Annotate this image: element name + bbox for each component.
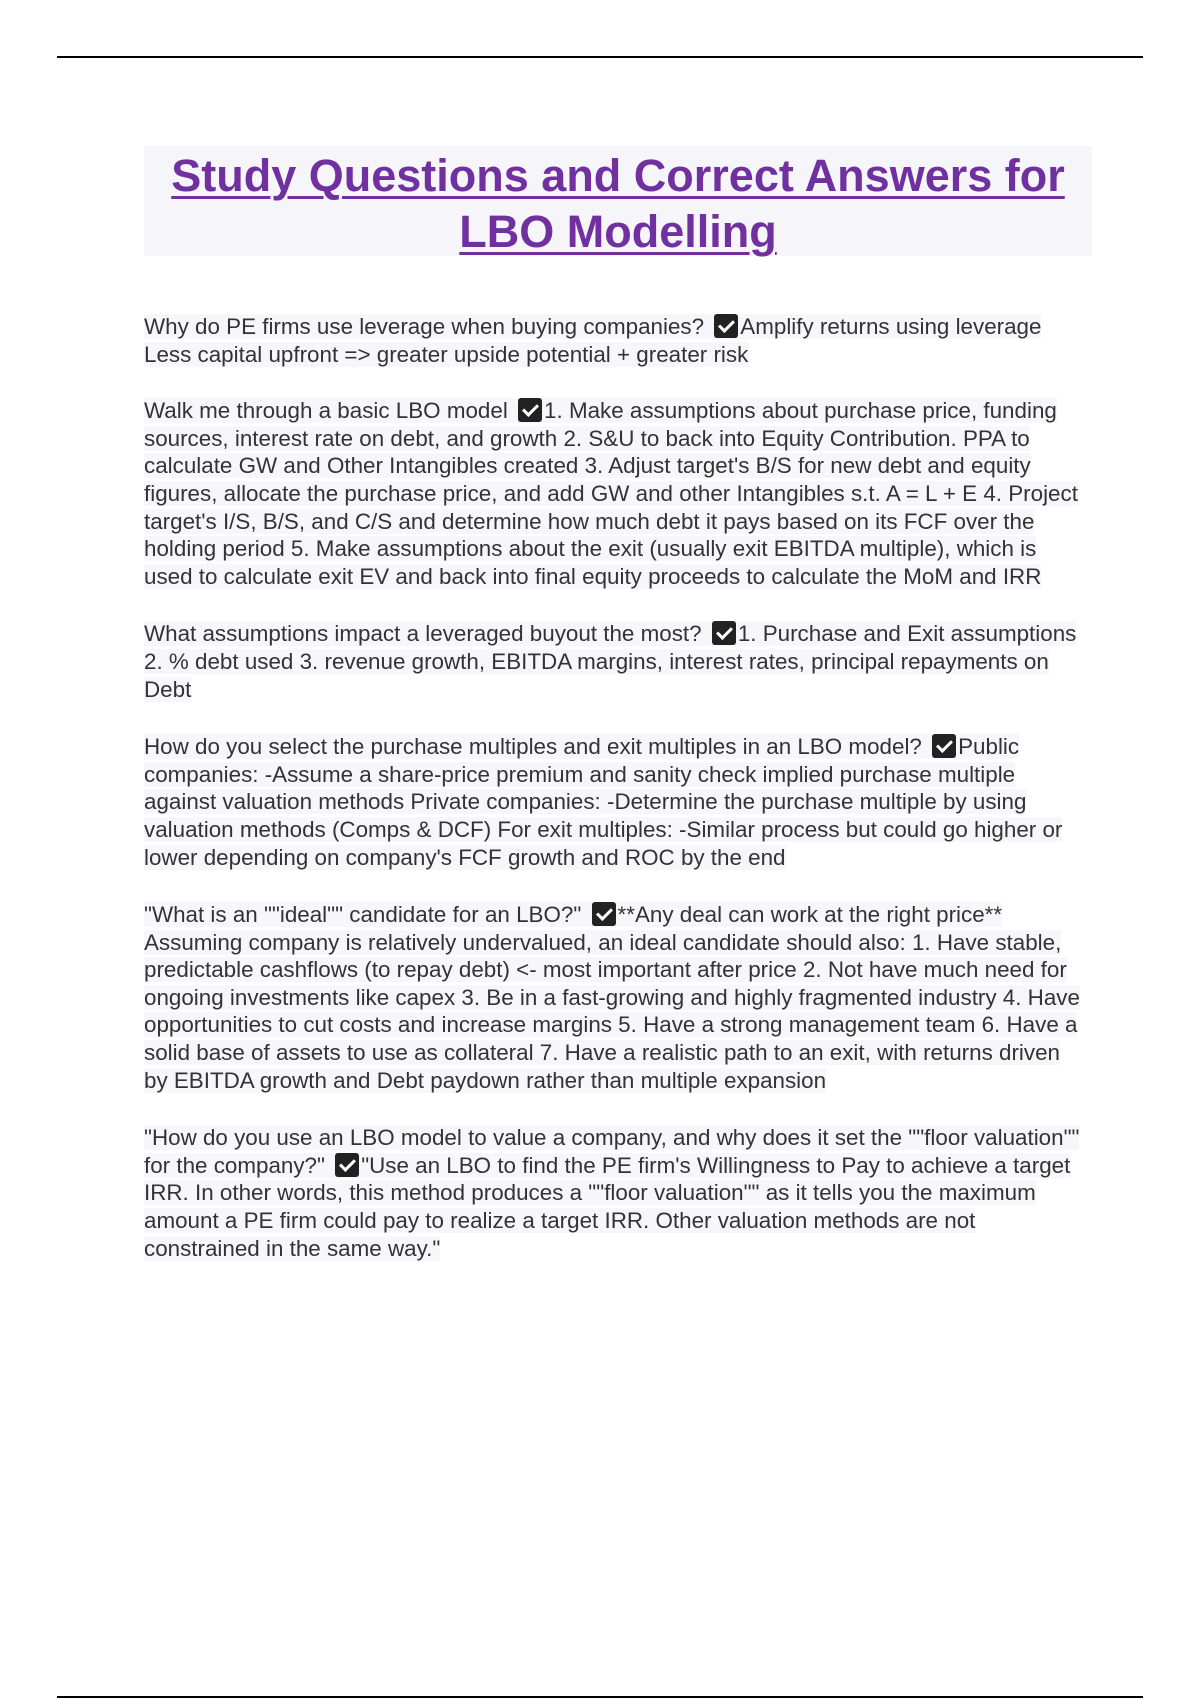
question-text: How do you select the purchase multiples and exit multiples in an LBO model? — [144, 734, 922, 760]
question-text: Why do PE firms use leverage when buying companies? — [144, 314, 705, 339]
check-box-icon — [592, 902, 616, 926]
answer-text: **Any deal can work at the right price** Assuming company is relatively undervalued, an ideal candidate should also: 1. Have stable, predictable cashflows (to repay debt) <- most important after price 2. Not have much need for ongoing investments like capex 3. Be in a fast-growing and highly fragmented industry 4. Have opportunities to cut costs and increase margins 5. Have a strong management team 6. Have a solid base of assets to use as collateral 7. Have a realistic path to an exit, with returns driven by EBITDA growth and Debt paydown rather than multiple expansion — [144, 902, 1080, 1093]
qa-item — [144, 313, 1084, 368]
question-text: "What is an ""ideal"" candidate for an LBO?" — [144, 902, 582, 928]
check-box-icon — [712, 621, 736, 645]
question-text: "How do you use an LBO model to value a company, and why does it set the ""floor valuation"" for the company?" — [144, 1125, 1080, 1178]
bottom-rule — [57, 1696, 1143, 1698]
answer-text: Amplify returns using leverage Less capital upfront => greater upside potential + greater risk — [144, 314, 1042, 367]
qa-item — [144, 733, 1084, 871]
top-rule — [57, 56, 1143, 58]
qa-item — [144, 620, 1084, 703]
document-title: Study Questions and Correct Answers for LBO Modelling — [171, 150, 1065, 257]
answer-text: Public companies: -Assume a share-price premium and sanity check implied purchase multiple against valuation methods Private companies: -Determine the purchase multiple by using valuation methods (Comps & DCF) For exit multiples: -Similar process but could go higher or lower depending on company's FCF growth and ROC by the end — [144, 734, 1063, 870]
check-box-icon — [932, 734, 956, 758]
check-box-icon — [714, 314, 738, 338]
qa-item — [144, 397, 1084, 590]
question-text: What assumptions impact a leveraged buyout the most? — [144, 621, 702, 647]
question-text: Walk me through a basic LBO model — [144, 398, 508, 424]
answer-text: "Use an LBO to find the PE firm's Willingness to Pay to achieve a target IRR. In other words, this method produces a ""floor valuation"" as it tells you the maximum amount a PE firm could pay to realize a target IRR. Other valuation methods are not constrained in the same way." — [144, 1152, 1071, 1261]
check-box-icon — [518, 398, 542, 422]
answer-text: 1. Make assumptions about purchase price, funding sources, interest rate on debt, and growth 2. S&U to back into Equity Contribution. PPA to calculate GW and Other Intangibles created 3. Adjust target's B/S for new debt and equity figures, allocate the purchase price, and add GW and other Intangibles s.t. A = L + E 4. Project target's I/S, B/S, and C/S and determine how much debt it pays based on its FCF over the holding period 5. Make assumptions about the exit (usually exit EBITDA multiple), which is used to calculate exit EV and back into final equity proceeds to calculate the MoM and IRR — [144, 398, 1078, 589]
answer-text: 1. Purchase and Exit assumptions 2. % debt used 3. revenue growth, EBITDA margins, interest rates, principal repayments on Debt — [144, 621, 1077, 702]
qa-item — [144, 901, 1084, 1094]
title-banner — [144, 146, 1092, 256]
check-box-icon — [335, 1153, 359, 1177]
qa-item — [144, 1124, 1084, 1262]
qa-list — [144, 313, 1084, 1292]
